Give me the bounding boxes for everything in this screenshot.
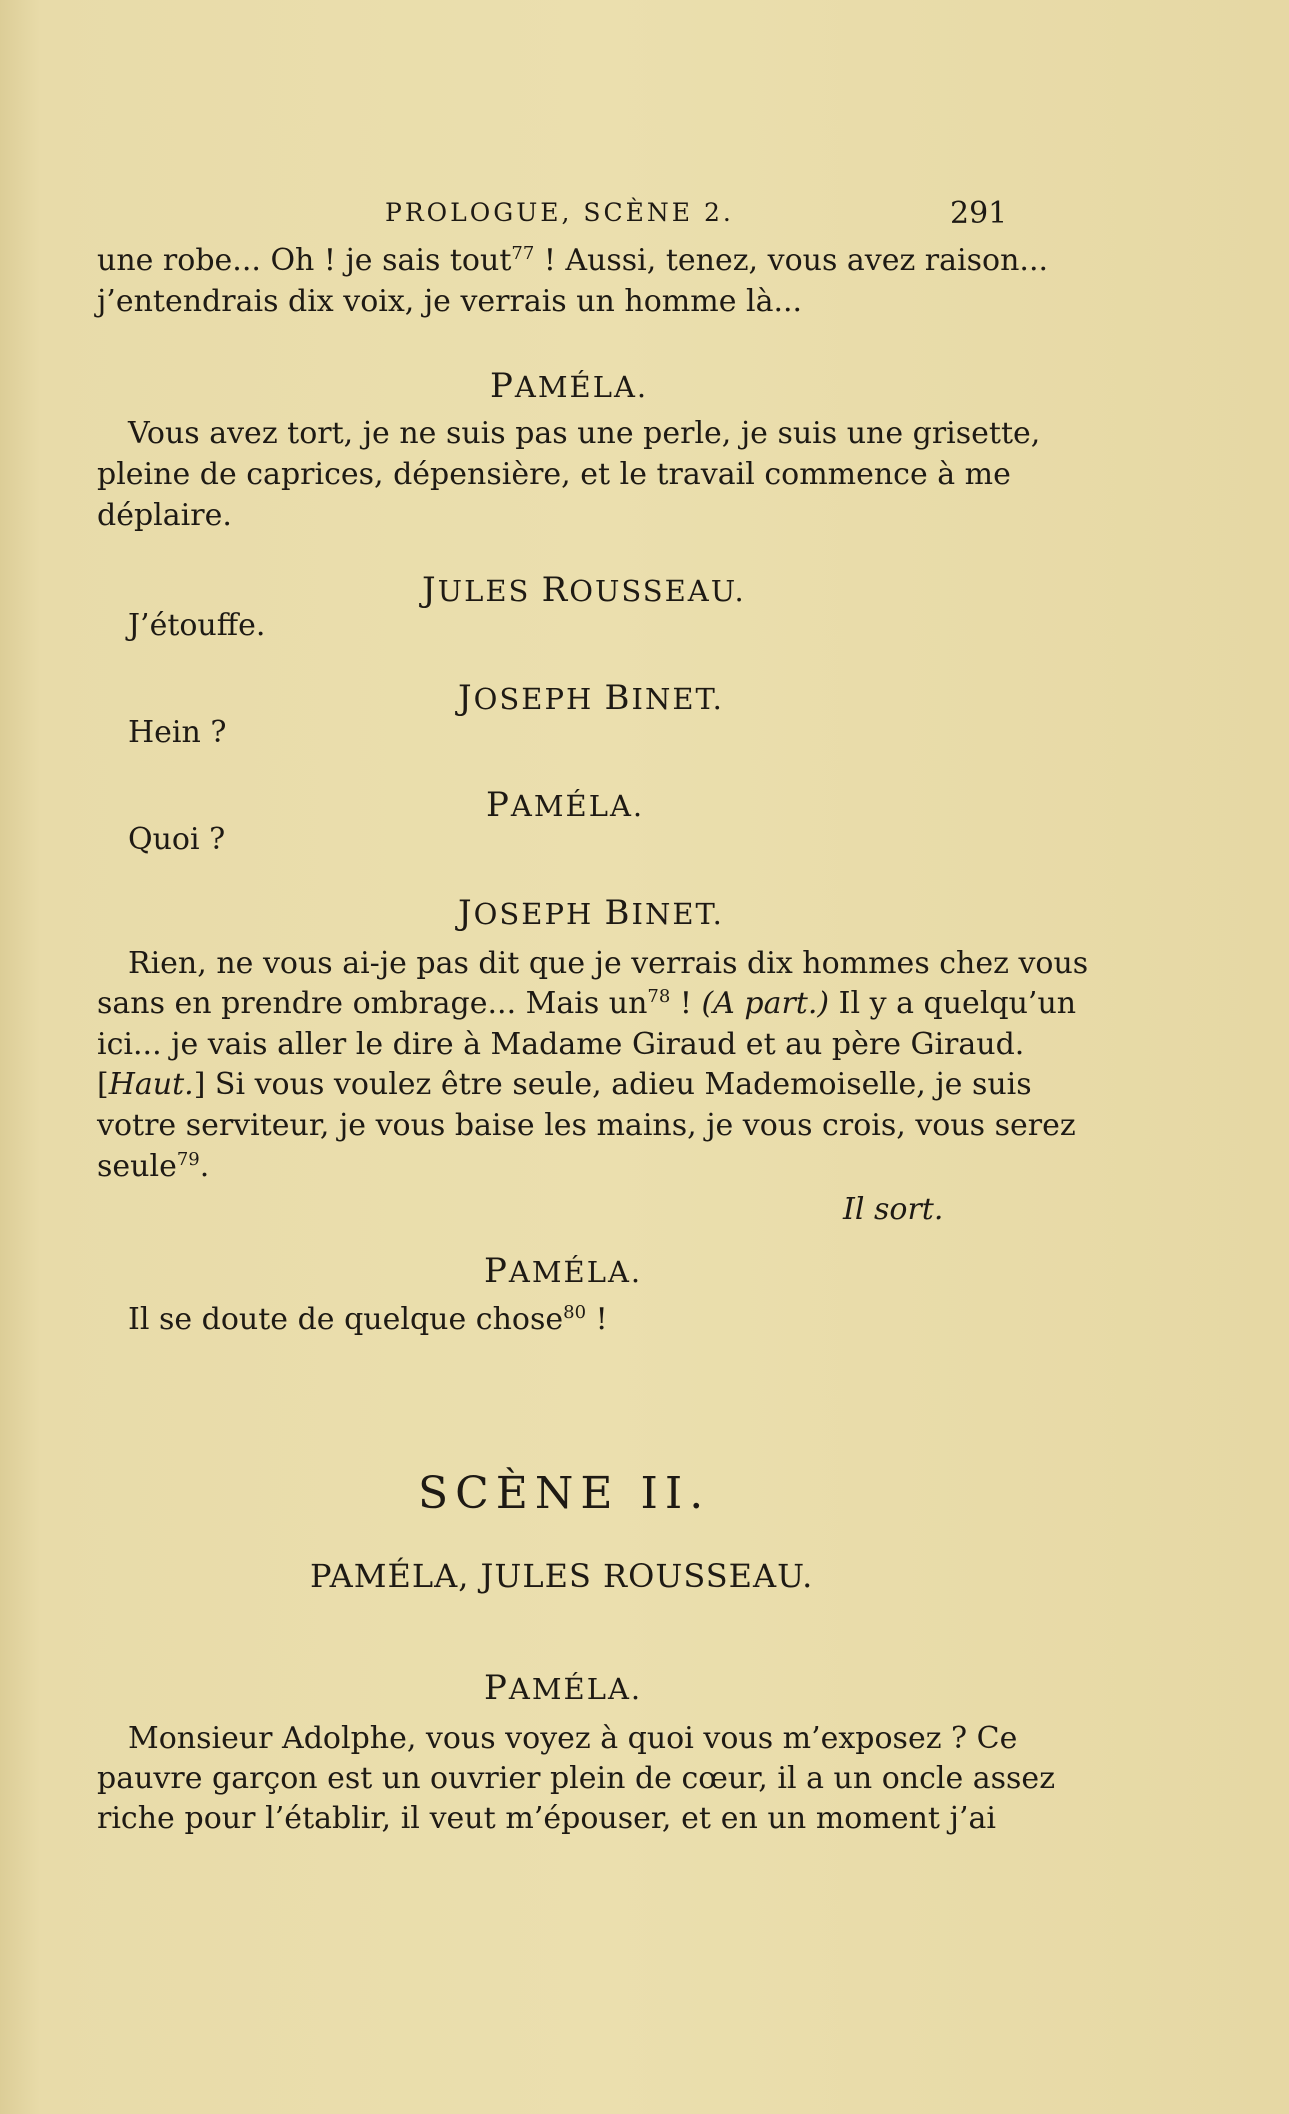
text-line: déplaire.: [97, 498, 232, 533]
text-line: riche pour l’établir, il veut m’épouser, et en un moment j’ai: [97, 1801, 996, 1836]
text-line: une robe... Oh ! je sais tout$^{77}$ ! Aussi, tenez, vous avez raison...: [97, 243, 1049, 278]
text-line: [Haut.] Si vous voulez être seule, adieu Mademoiselle, je suis: [97, 1067, 1032, 1102]
speaker-name: JULES ROUSSEAU.: [422, 570, 746, 610]
running-header: PROLOGUE, SCÈNE 2.: [385, 198, 734, 227]
speaker-name: JOSEPH BINET.: [458, 678, 724, 718]
text-line: J’étouffe.: [128, 608, 266, 643]
text-line: pauvre garçon est un ouvrier plein de cœur, il a un oncle assez: [97, 1761, 1055, 1796]
text-line: Rien, ne vous ai-je pas dit que je verrais dix hommes chez vous: [128, 946, 1089, 981]
stage-direction: Il sort.: [843, 1192, 944, 1227]
speaker-name: PAMÉLA.: [484, 1668, 643, 1708]
text-line: sans en prendre ombrage... Mais $un^{78}$ ! (A part.) Il y a quelqu’un: [97, 986, 1077, 1021]
cast-list: PAMÉLA, JULES ROUSSEAU.: [310, 1557, 814, 1595]
text-line: votre serviteur, je vous baise les mains, je vous crois, vous serez: [97, 1108, 1076, 1143]
speaker-name: PAMÉLA.: [490, 366, 649, 406]
text-line: pleine de caprices, dépensière, et le travail commence à me: [97, 457, 1011, 492]
text-line: ici... je vais aller le dire à Madame Giraud et au père Giraud.: [97, 1027, 1025, 1062]
text-line: Monsieur Adolphe, vous voyez à quoi vous m’exposez ? Ce: [128, 1721, 1018, 1756]
text-line: Quoi ?: [128, 822, 226, 857]
text-line: seule$^{79}$.: [97, 1149, 210, 1184]
scene-title: SCÈNE II.: [418, 1468, 711, 1519]
speaker-name: PAMÉLA.: [486, 785, 645, 825]
text-line: Vous avez tort, je ne suis pas une perle, je suis une grisette,: [128, 416, 1041, 451]
page-number: 291: [950, 196, 1008, 231]
text-line: Hein ?: [128, 715, 227, 750]
speaker-name: JOSEPH BINET.: [458, 893, 724, 933]
text-line: j’entendrais dix voix, je verrais un homme là...: [97, 284, 803, 319]
text-line: Il se doute de quelque chose$^{80}$ !: [128, 1302, 608, 1337]
speaker-name: PAMÉLA.: [484, 1251, 643, 1291]
